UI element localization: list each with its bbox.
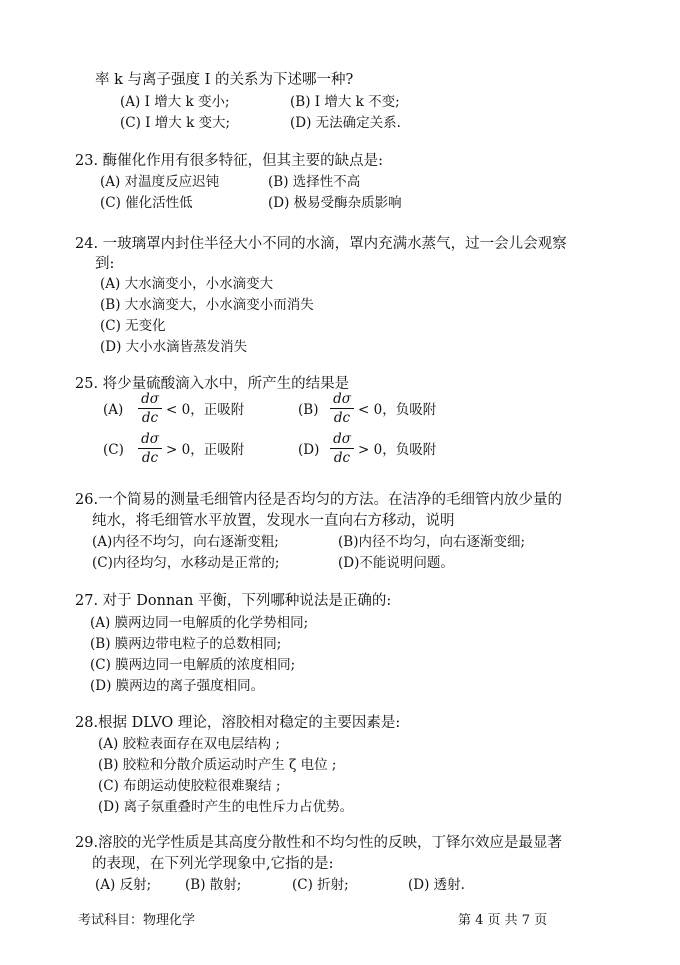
- q28-option-a: (A) 胶粒表面存在双电层结构 ;: [98, 736, 280, 752]
- q25-c-denominator: dc: [141, 450, 159, 466]
- q29-option-b: (B) 散射;: [185, 877, 242, 893]
- q26-stem-line2: 纯水，将毛细管水平放置，发现水一直向右方移动，说明: [92, 513, 455, 529]
- q23-option-a: (A) 对温度反应迟钝: [100, 174, 220, 190]
- q24-stem-line1: 24. 一玻璃罩内封住半径大小不同的水滴，罩内充满水蒸气，过一会儿会观察: [75, 236, 567, 252]
- q27-option-b: (B) 膜两边带电粒子的总数相同;: [90, 636, 282, 652]
- q25-option-a-relation: < 0，正吸附: [166, 402, 245, 418]
- q22-stem: 率 k 与离子强度 I 的关系为下述哪一种?: [95, 72, 354, 88]
- q26-option-a: (A)内径不均匀，向右逐渐变粗;: [92, 534, 279, 550]
- q25-b-fraction-bar: [330, 408, 354, 409]
- q28-option-d: (D) 离子氛重叠时产生的电性斥力占优势。: [98, 799, 354, 815]
- q25-a-numerator: dσ: [141, 391, 159, 407]
- q29-stem-line2: 的表现，在下列光学现象中,它指的是:: [92, 856, 334, 872]
- q25-option-a-derivative: [138, 391, 162, 426]
- q24-option-b: (B) 大水滴变大，小水滴变小而消失: [100, 297, 314, 313]
- q24-option-c: (C) 无变化: [100, 318, 166, 334]
- q25-d-fraction-bar: [330, 448, 354, 449]
- q29-stem-line1: 29.溶胶的光学性质是其高度分散性和不均匀性的反映，丁铎尔效应是最显著: [75, 835, 563, 851]
- q25-a-denominator: dc: [141, 410, 159, 426]
- footer-subject: 考试科目：物理化学: [78, 913, 196, 928]
- q23-stem: 23. 酶催化作用有很多特征，但其主要的缺点是:: [75, 153, 384, 169]
- footer-page-number: 第 4 页 共 7 页: [458, 913, 548, 928]
- q25-option-c-label: (C): [103, 442, 124, 458]
- q23-option-b: (B) 选择性不高: [268, 174, 361, 190]
- q25-option-a-label: (A): [103, 402, 124, 418]
- q29-option-a: (A) 反射;: [95, 877, 152, 893]
- q28-stem: 28.根据 DLVO 理论，溶胶相对稳定的主要因素是:: [75, 715, 401, 731]
- q25-c-fraction-bar: [138, 448, 162, 449]
- q28-option-b: (B) 胶粒和分散介质运动时产生 ζ 电位 ;: [98, 757, 337, 773]
- q25-option-b-derivative: [330, 391, 354, 426]
- q25-option-b-relation: < 0，负吸附: [358, 402, 437, 418]
- q23-option-c: (C) 催化活性低: [100, 195, 193, 211]
- q22-option-b: (B) I 增大 k 不变;: [290, 94, 400, 110]
- q29-option-c: (C) 折射;: [292, 877, 349, 893]
- q26-stem-line1: 26.一个简易的测量毛细管内径是否均匀的方法。在洁净的毛细管内放少量的: [75, 492, 563, 508]
- q27-stem: 27. 对于 Donnan 平衡，下列哪种说法是正确的:: [75, 593, 392, 609]
- q25-b-denominator: dc: [333, 410, 351, 426]
- q24-stem-line2: 到:: [95, 256, 115, 272]
- q26-option-c: (C)内径均匀，水移动是正常的;: [92, 555, 280, 571]
- q25-option-d-relation: > 0，负吸附: [358, 442, 437, 458]
- q22-option-a: (A) I 增大 k 变小;: [120, 94, 230, 110]
- q29-option-d: (D) 透射.: [408, 877, 465, 893]
- q25-option-b-label: (B): [298, 402, 319, 418]
- q25-option-c-relation: > 0，正吸附: [166, 442, 245, 458]
- q28-option-c: (C) 布朗运动使胶粒很难聚结 ;: [98, 778, 281, 794]
- q25-c-numerator: dσ: [141, 431, 159, 447]
- q26-option-b: (B)内径不均匀，向右逐渐变细;: [338, 534, 526, 550]
- q22-option-c: (C) I 增大 k 变大;: [120, 115, 231, 131]
- q26-option-d: (D)不能说明问题。: [338, 555, 454, 571]
- q25-a-fraction-bar: [138, 408, 162, 409]
- q27-option-d: (D) 膜两边的离子强度相同。: [90, 678, 265, 694]
- q27-option-a: (A) 膜两边同一电解质的化学势相同;: [90, 615, 309, 631]
- q25-b-numerator: dσ: [333, 391, 351, 407]
- q25-option-d-label: (D): [298, 442, 320, 458]
- q25-d-denominator: dc: [333, 450, 351, 466]
- q25-d-numerator: dσ: [333, 431, 351, 447]
- q25-option-c-derivative: [138, 431, 162, 466]
- q25-stem: 25. 将少量硫酸滴入水中，所产生的结果是: [75, 376, 350, 392]
- q24-option-a: (A) 大水滴变小，小水滴变大: [100, 276, 274, 292]
- q23-option-d: (D) 极易受酶杂质影响: [268, 195, 402, 211]
- q27-option-c: (C) 膜两边同一电解质的浓度相同;: [90, 657, 296, 673]
- q25-option-d-derivative: [330, 431, 354, 466]
- q24-option-d: (D) 大小水滴皆蒸发消失: [100, 339, 248, 355]
- q22-option-d: (D) 无法确定关系.: [290, 115, 401, 131]
